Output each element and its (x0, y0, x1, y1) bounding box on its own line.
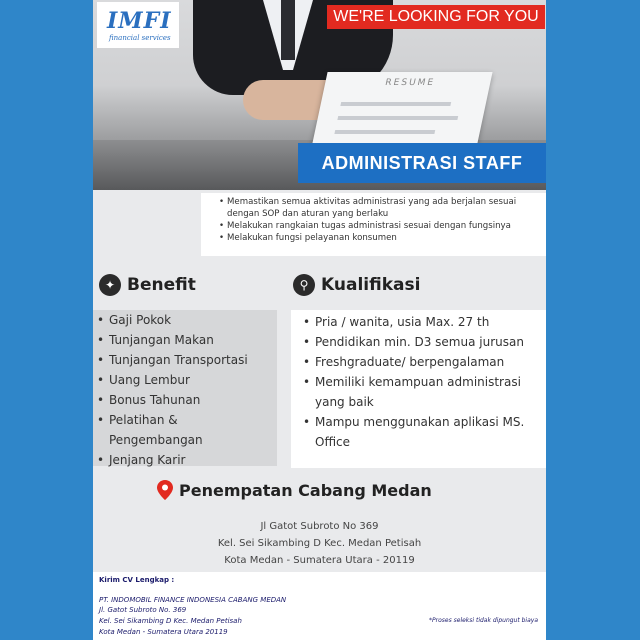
benefit-item: • Uang Lembur (97, 370, 248, 390)
kualifikasi-item: • Pendidikan min. D3 semua jurusan (303, 332, 543, 352)
person-tie (281, 0, 295, 60)
benefit-header (99, 270, 196, 300)
duties-list (213, 196, 516, 244)
placement-title (157, 480, 432, 500)
duty-item: dengan SOP dan aturan yang berlaku (227, 209, 389, 219)
kualifikasi-header (293, 270, 420, 300)
benefit-item: • Pelatihan & (97, 410, 248, 430)
footer (93, 572, 546, 640)
benefit-title: Benefit (127, 275, 196, 295)
footer-line: PT. INDOMOBIL FINANCE INDONESIA CABANG MEDAN (99, 596, 287, 604)
address-line: Kota Medan - Sumatera Utara - 20119 (224, 555, 415, 566)
benefit-item: Pengembangan (109, 433, 203, 447)
resume-label: RESUME (384, 78, 436, 88)
footer-heading: Kirim CV Lengkap : (99, 576, 175, 584)
duty-item: • Melakukan rangkaian tugas administrasi sesuai dengan fungsinya (227, 220, 516, 232)
benefit-item: • Tunjangan Transportasi (97, 350, 248, 370)
lightbulb-icon: ✦ (99, 274, 121, 296)
benefit-item: • Jenjang Karir (97, 450, 248, 470)
benefit-item: • Gaji Pokok (97, 310, 248, 330)
kualifikasi-item: Office (315, 435, 351, 449)
logo-text: IMFI (107, 8, 172, 34)
duties-box (201, 193, 546, 256)
footer-line: Kota Medan - Sumatera Utara 20119 (99, 628, 228, 636)
address-line: Jl Gatot Subroto No 369 (260, 521, 379, 532)
duty-item: • Memastikan semua aktivitas administrasi yang ada berjalan sesuai (227, 196, 516, 208)
kualifikasi-list (303, 312, 543, 452)
kualifikasi-item: • Mampu menggunakan aplikasi MS. (303, 412, 543, 432)
kualifikasi-item: • Memiliki kemampuan administrasi (303, 372, 543, 392)
magnifier-icon: ⚲ (293, 274, 315, 296)
kualifikasi-item: • Freshgraduate/ berpengalaman (303, 352, 543, 372)
kualifikasi-item: yang baik (315, 395, 374, 409)
logo-tagline: financial services (109, 34, 171, 42)
company-logo (97, 2, 179, 48)
address-line: Kel. Sei Sikambing D Kec. Medan Petisah (217, 538, 422, 549)
footer-note: *Proses seleksi tidak dipungut biaya (429, 617, 538, 624)
benefit-item: • Bonus Tahunan (97, 390, 248, 410)
job-poster (93, 0, 546, 640)
footer-line: Jl. Gatot Subroto No. 369 (99, 606, 187, 614)
benefit-list (97, 310, 248, 470)
footer-line: Kel. Sei Sikambing D Kec. Medan Petisah (99, 617, 242, 625)
looking-banner: WE'RE LOOKING FOR YOU (327, 5, 545, 29)
position-banner: ADMINISTRASI STAFF (298, 143, 546, 183)
location-pin-icon (157, 480, 173, 500)
benefit-item: • Tunjangan Makan (97, 330, 248, 350)
kualifikasi-title: Kualifikasi (321, 275, 421, 295)
kualifikasi-item: • Pria / wanita, usia Max. 27 th (303, 312, 543, 332)
duty-item: • Melakukan fungsi pelayanan konsumen (227, 232, 516, 244)
placement-title-text: Penempatan Cabang Medan (179, 480, 432, 500)
